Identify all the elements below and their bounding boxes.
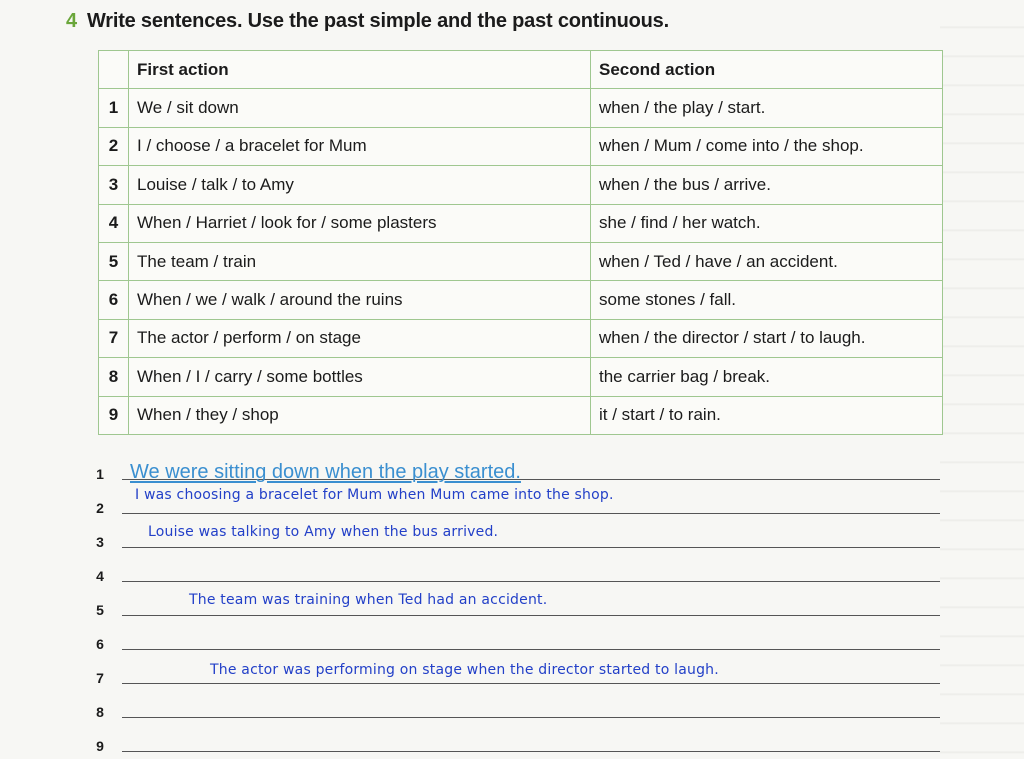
answer-text: I was choosing a bracelet for Mum when Mum came into the shop. (135, 487, 614, 503)
answer-number: 3 (96, 534, 104, 550)
first-action-cell: Louise / talk / to Amy (129, 166, 591, 204)
second-action-cell: when / Mum / come into / the shop. (591, 127, 943, 165)
first-action-cell: The team / train (129, 242, 591, 280)
answer-text: We were sitting down when the play started. (130, 461, 521, 483)
answer-text: The team was training when Ted had an accident. (189, 592, 548, 608)
answer-line-4[interactable] (90, 550, 940, 584)
row-number: 1 (99, 89, 129, 127)
second-action-cell: when / the play / start. (591, 89, 943, 127)
first-action-cell: The actor / perform / on stage (129, 319, 591, 357)
header-first-action: First action (129, 51, 591, 89)
answer-number: 9 (96, 738, 104, 754)
answer-number: 7 (96, 670, 104, 686)
first-action-cell: When / Harriet / look for / some plasters (129, 204, 591, 242)
row-number: 4 (99, 204, 129, 242)
answer-line-5[interactable] (90, 584, 940, 618)
first-action-cell: I / choose / a bracelet for Mum (129, 127, 591, 165)
first-action-cell: When / we / walk / around the ruins (129, 281, 591, 319)
answer-line-7[interactable] (90, 652, 940, 686)
row-number: 5 (99, 242, 129, 280)
first-action-cell: When / I / carry / some bottles (129, 358, 591, 396)
answer-rule (122, 513, 940, 514)
answer-line-1[interactable] (90, 448, 940, 482)
second-action-cell: when / the director / start / to laugh. (591, 319, 943, 357)
first-action-cell: We / sit down (129, 89, 591, 127)
exercise-instruction: Write sentences. Use the past simple and the past continuous. (86, 10, 669, 32)
answer-line-9[interactable] (90, 720, 940, 754)
row-number: 3 (99, 166, 129, 204)
answer-rule (122, 649, 940, 650)
second-action-cell: some stones / fall. (591, 281, 943, 319)
answer-rule (122, 751, 940, 752)
second-action-cell: when / the bus / arrive. (591, 166, 943, 204)
answer-number: 4 (96, 568, 104, 584)
answer-rule (122, 547, 940, 548)
first-action-cell: When / they / shop (129, 396, 591, 434)
answer-number: 5 (96, 602, 104, 618)
answer-text: The actor was performing on stage when the director started to laugh. (210, 662, 719, 678)
answer-rule (122, 717, 940, 718)
row-number: 9 (99, 396, 129, 434)
answer-text: Louise was talking to Amy when the bus arrived. (148, 524, 499, 540)
answer-number: 2 (96, 500, 104, 516)
answer-number: 1 (96, 466, 104, 482)
answer-line-6[interactable] (90, 618, 940, 652)
answer-rule (122, 615, 940, 616)
answer-line-8[interactable] (90, 686, 940, 720)
second-action-cell: she / find / her watch. (591, 204, 943, 242)
row-number: 7 (99, 319, 129, 357)
row-number: 6 (99, 281, 129, 319)
answer-number: 8 (96, 704, 104, 720)
answer-rule (122, 683, 940, 684)
second-action-cell: when / Ted / have / an accident. (591, 242, 943, 280)
answer-rule (122, 581, 940, 582)
answer-line-3[interactable] (90, 516, 940, 550)
second-action-cell: it / start / to rain. (591, 396, 943, 434)
answer-number: 6 (96, 636, 104, 652)
row-number: 8 (99, 358, 129, 396)
second-action-cell: the carrier bag / break. (591, 358, 943, 396)
header-second-action: Second action (591, 51, 943, 89)
answer-line-2[interactable] (90, 482, 940, 516)
exercise-number: 4 (66, 10, 77, 32)
row-number: 2 (99, 127, 129, 165)
